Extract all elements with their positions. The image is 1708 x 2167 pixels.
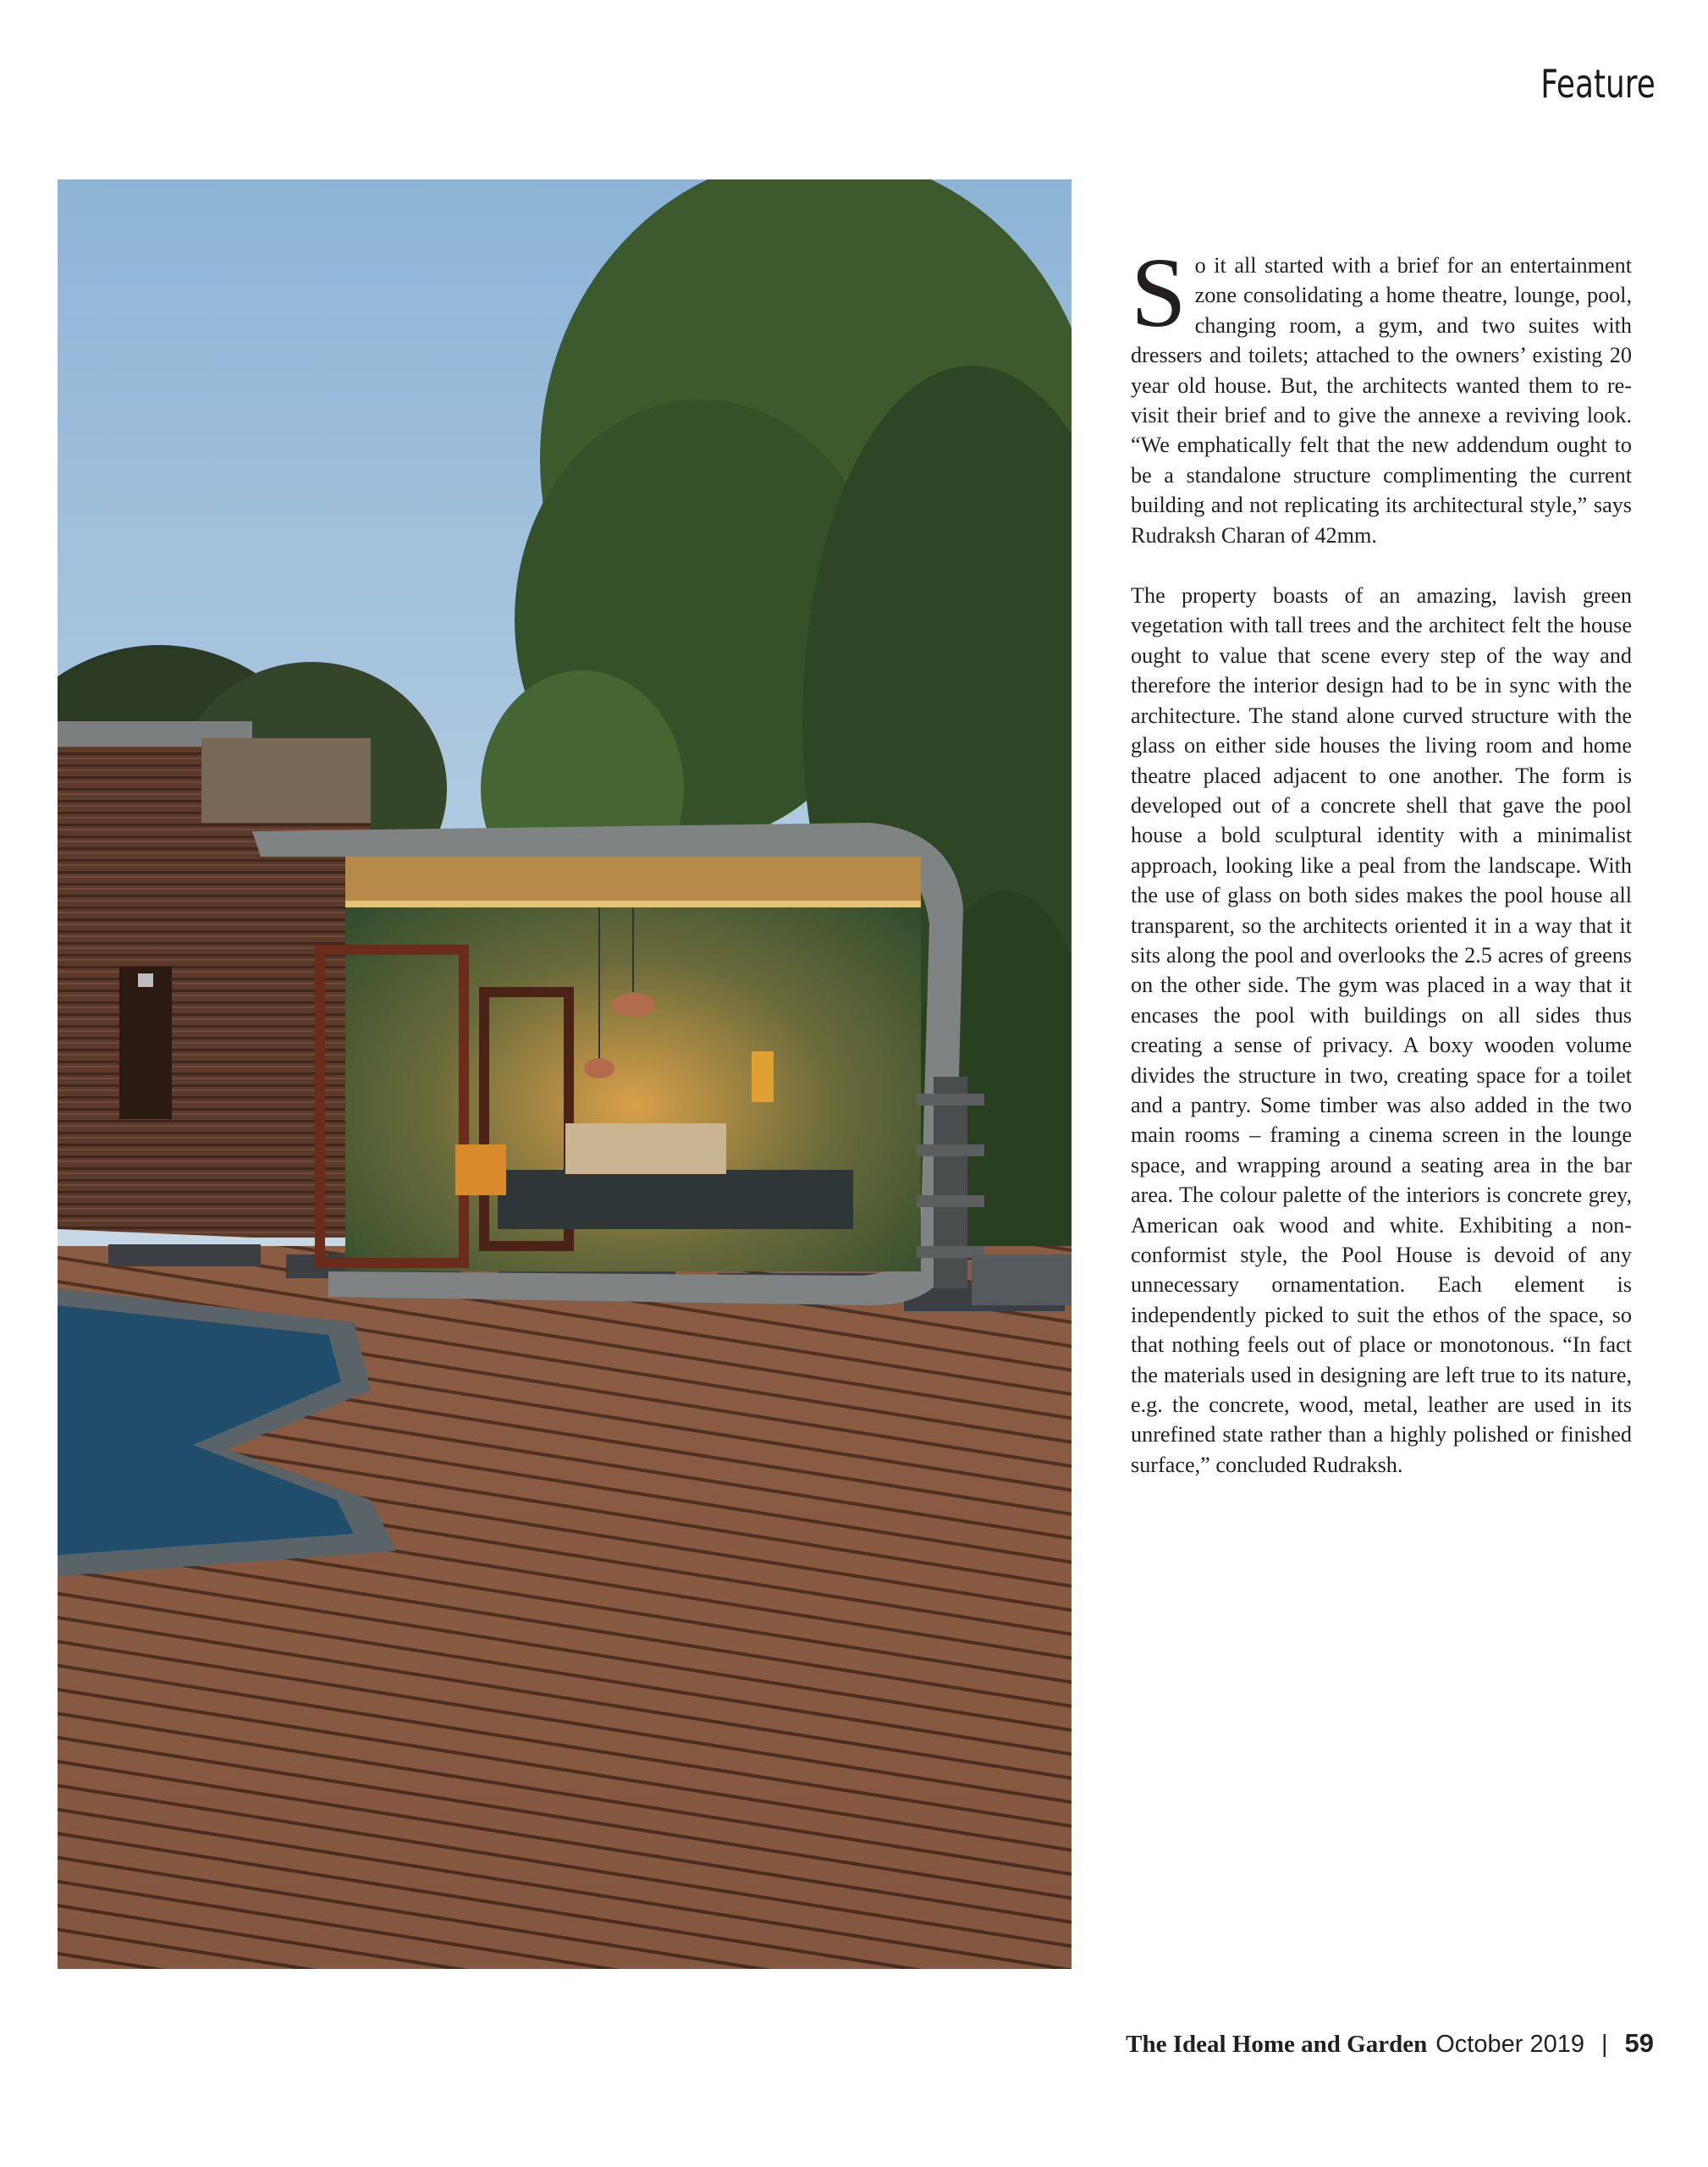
article-paragraph-1 — [1131, 237, 1632, 550]
paragraph-1-text: o it all started with a brief for an entertainment zone consolidating a home theatre, lounge, pool, changing room, a gym, and two suites with dressers and toilets; attached to the owners’ existing 20 year old house. But, the architects wanted them to re-visit their brief and to give the annexe a reviving look. “We emphatically felt that the new addendum ought to be a standalone structure complimenting the current building and not replicating its architectural style,” says Rudraksh Charan of 42mm. — [1131, 253, 1632, 548]
footer-separator: | — [1601, 2031, 1608, 2058]
issue-date: October 2019 — [1435, 2031, 1584, 2058]
section-label: Feature — [1540, 61, 1656, 107]
article-paragraph-2: The property boasts of an amazing, lavish green vegetation with tall trees and the architect felt the house ought to value that scene every step of the way and therefore the interior design had to be in sync with the architecture. The stand alone curved structure with the glass on either side houses the living room and home theatre placed adjacent to one another. The form is developed out of a concrete shell that gave the pool house a bold sculptural identity with a minimalist approach, looking like a peal from the landscape. With the use of glass on both sides makes the pool house all transparent, so the architects oriented it in a way that it sits along the pool and overlooks the 2.5 acres of greens on the other side. The gym was placed in a way that it encases the pool with buildings on all sides thus creating a sense of privacy. A boxy wooden volume divides the structure in two, creating space for a toilet and a pantry. Some timber was also added in the two main rooms – framing a cinema screen in the lounge space, and wrapping around a seating area in the bar area. The colour palette of the interiors is concrete grey, American oak wood and white. Exhibiting a non-conformist style, the Pool House is devoid of any unnecessary ornamentation. Each element is independently picked to suit the ethos of the space, so that nothing feels out of place or monotonous. “In fact the materials used in designing are left true to its nature, e.g. the concrete, wood, metal, leather are used in its unrefined state rather than a highly polished or finished surface,” concluded Rudraksh. — [1131, 583, 1632, 1477]
pool-house-illustration — [58, 179, 1072, 1969]
pool-house-photo — [58, 179, 1072, 1969]
drop-cap: S — [1131, 237, 1187, 348]
magazine-name: The Ideal Home and Garden — [1126, 2031, 1428, 2058]
page-footer — [1126, 2028, 1654, 2059]
article-body — [1131, 237, 1632, 1510]
page-number: 59 — [1624, 2028, 1654, 2058]
